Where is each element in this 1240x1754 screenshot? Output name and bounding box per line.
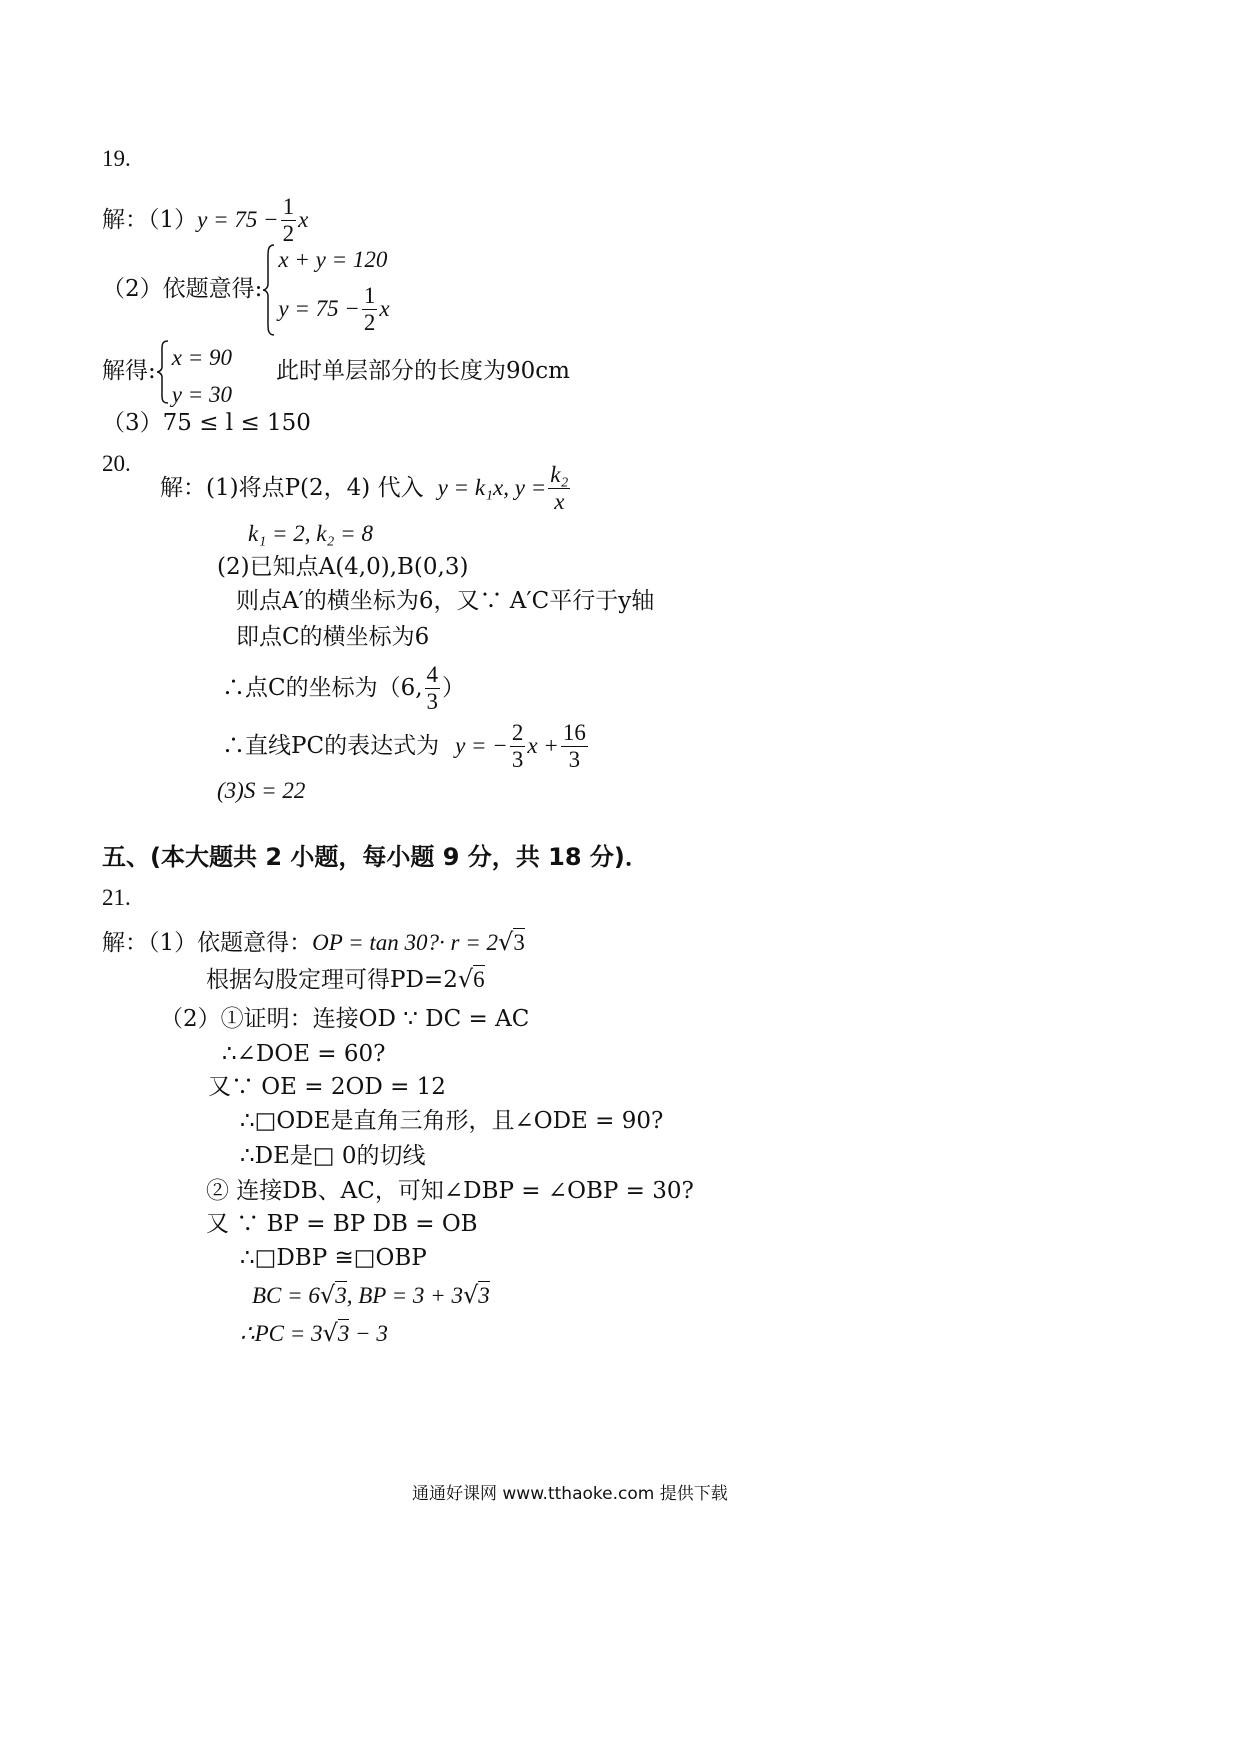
q21-line9: 又 ∵ BP = BP DB = OB (206, 1211, 478, 1237)
q20-line7-lhs: y = − (455, 732, 508, 758)
q20-line6-text: ∴点C的坐标为（6, (222, 674, 423, 701)
q21-line1-math: OP = tan 30?· r = 2 (312, 930, 499, 955)
q19-solution-system (156, 340, 232, 407)
radical-icon: √ (322, 1319, 338, 1347)
radicand: 3 (513, 930, 525, 955)
q19-equation-system (262, 244, 389, 336)
q21-line12-b: − 3 (349, 1321, 388, 1346)
q20-line1-text: 解：(1)将点P(2，4) 代入 (160, 474, 424, 501)
fraction-denominator: 2 (282, 221, 295, 247)
q20-line7-fraction-1 (510, 720, 526, 774)
q21-line2 (206, 967, 485, 992)
q21-line7: ∴DE是□ 0的切线 (240, 1143, 426, 1169)
left-brace-icon (156, 340, 170, 404)
fraction-numerator: 4 (425, 662, 441, 689)
q20-line2: k₁ = 2, k₂ = 8 (248, 521, 373, 546)
sqrt-3 (320, 1283, 347, 1307)
q21-line3: （2）①证明：连接OD ∵ DC = AC (160, 1006, 530, 1032)
q19-eq2-x: x (379, 295, 390, 321)
question-21-number: 21. (102, 885, 131, 910)
q20-line1 (160, 462, 572, 516)
q21-line6: ∴□ODE是直角三角形，且∠ODE = 90? (240, 1108, 664, 1134)
question-19-number: 19. (102, 146, 131, 171)
section-5-heading: 五、(本大题共 2 小题，每小题 9 分，共 18 分)． (102, 843, 649, 871)
q21-line11-b: , BP = 3 + 3 (346, 1283, 463, 1308)
q20-line7 (222, 720, 590, 774)
q20-line6-fraction (425, 662, 441, 716)
q21-line8: ② 连接DB、AC，可知∠DBP = ∠OBP = 30? (206, 1178, 694, 1204)
fraction-numerator: 1 (362, 283, 378, 310)
q19-part2 (102, 244, 390, 336)
q19-part1-lhs: y = 75 − (197, 206, 279, 232)
sqrt-3 (323, 1321, 350, 1345)
q20-line7-text: ∴直线PC的表达式为 (222, 732, 440, 759)
fraction-denominator: 3 (511, 747, 524, 773)
fraction-numerator: 2 (510, 720, 526, 747)
q20-k2-over-x-fraction (548, 462, 570, 516)
fraction-denominator: x (554, 489, 565, 515)
sqrt-3 (498, 930, 525, 955)
q19-eq2-fraction (362, 283, 378, 337)
q19-part3: （3）75 ≤ l ≤ 150 (102, 410, 311, 436)
fraction-numerator: 1 (281, 194, 297, 221)
q20-line7-fraction-2 (561, 720, 588, 774)
radicand: 6 (473, 967, 485, 992)
q19-sol1: x = 90 (171, 345, 232, 370)
fraction-numerator: k₂ (548, 462, 570, 489)
radical-icon: √ (462, 1281, 479, 1309)
q21-line5: 又∵ OE = 2OD = 12 (208, 1074, 446, 1100)
q19-part1-x: x (298, 206, 309, 232)
q21-line10: ∴□DBP ≅□OBP (240, 1245, 427, 1271)
sqrt-3 (463, 1283, 490, 1307)
q20-line4: 则点A′的横坐标为6，又∵ A′C平行于y轴 (236, 588, 655, 614)
q19-sol2: y = 30 (171, 382, 232, 407)
q20-line8: (3)S = 22 (217, 778, 306, 803)
q21-line4: ∴∠DOE = 60? (222, 1041, 386, 1067)
radicand: 3 (478, 1283, 490, 1308)
question-20-number: 20. (102, 451, 131, 476)
q21-line11-a: BC = 6 (252, 1283, 320, 1308)
q19-part1-fraction (281, 194, 297, 248)
q19-solved-label: 解得: (102, 358, 156, 384)
q20-line5: 即点C的横坐标为6 (236, 624, 430, 650)
q19-note: 此时单层部分的长度为90cm (275, 358, 570, 384)
q21-line11 (252, 1283, 490, 1307)
left-brace-icon (262, 244, 276, 336)
q19-part2-label: （2）依题意得: (102, 276, 263, 302)
radicand: 3 (335, 1283, 347, 1308)
q19-eq1: x + y = 120 (278, 247, 388, 272)
fraction-denominator: 3 (426, 689, 439, 715)
fraction-denominator: 2 (363, 310, 376, 336)
q21-line1 (102, 930, 525, 955)
fraction-numerator: 16 (561, 720, 588, 747)
q19-part1 (102, 194, 308, 248)
q21-line12-a: ∴PC = 3 (240, 1321, 323, 1346)
q20-line6-close: ） (442, 674, 466, 701)
footer-source: 通通好课网 www.tthaoke.com 提供下载 (412, 1484, 728, 1504)
q20-line3: (2)已知点A(4,0),B(0,3) (217, 554, 469, 580)
q19-part1-label: 解：（1） (102, 206, 198, 233)
q21-line12 (240, 1321, 388, 1345)
q21-line2-text: 根据勾股定理可得PD=2 (206, 967, 458, 993)
radical-icon: √ (498, 928, 514, 956)
q19-eq2-lhs: y = 75 − (278, 295, 360, 321)
sqrt-6 (458, 967, 485, 992)
q21-line1-text: 解：（1）依题意得： (102, 930, 313, 956)
q20-line1-math: y = k₁x, y = (437, 474, 547, 500)
fraction-denominator: 3 (568, 747, 581, 773)
radical-icon: √ (319, 1281, 336, 1309)
q20-line7-mid: x + (527, 732, 559, 758)
radicand: 3 (337, 1321, 350, 1346)
q19-solution (102, 340, 570, 407)
q20-line6 (222, 662, 465, 716)
radical-icon: √ (457, 965, 474, 993)
